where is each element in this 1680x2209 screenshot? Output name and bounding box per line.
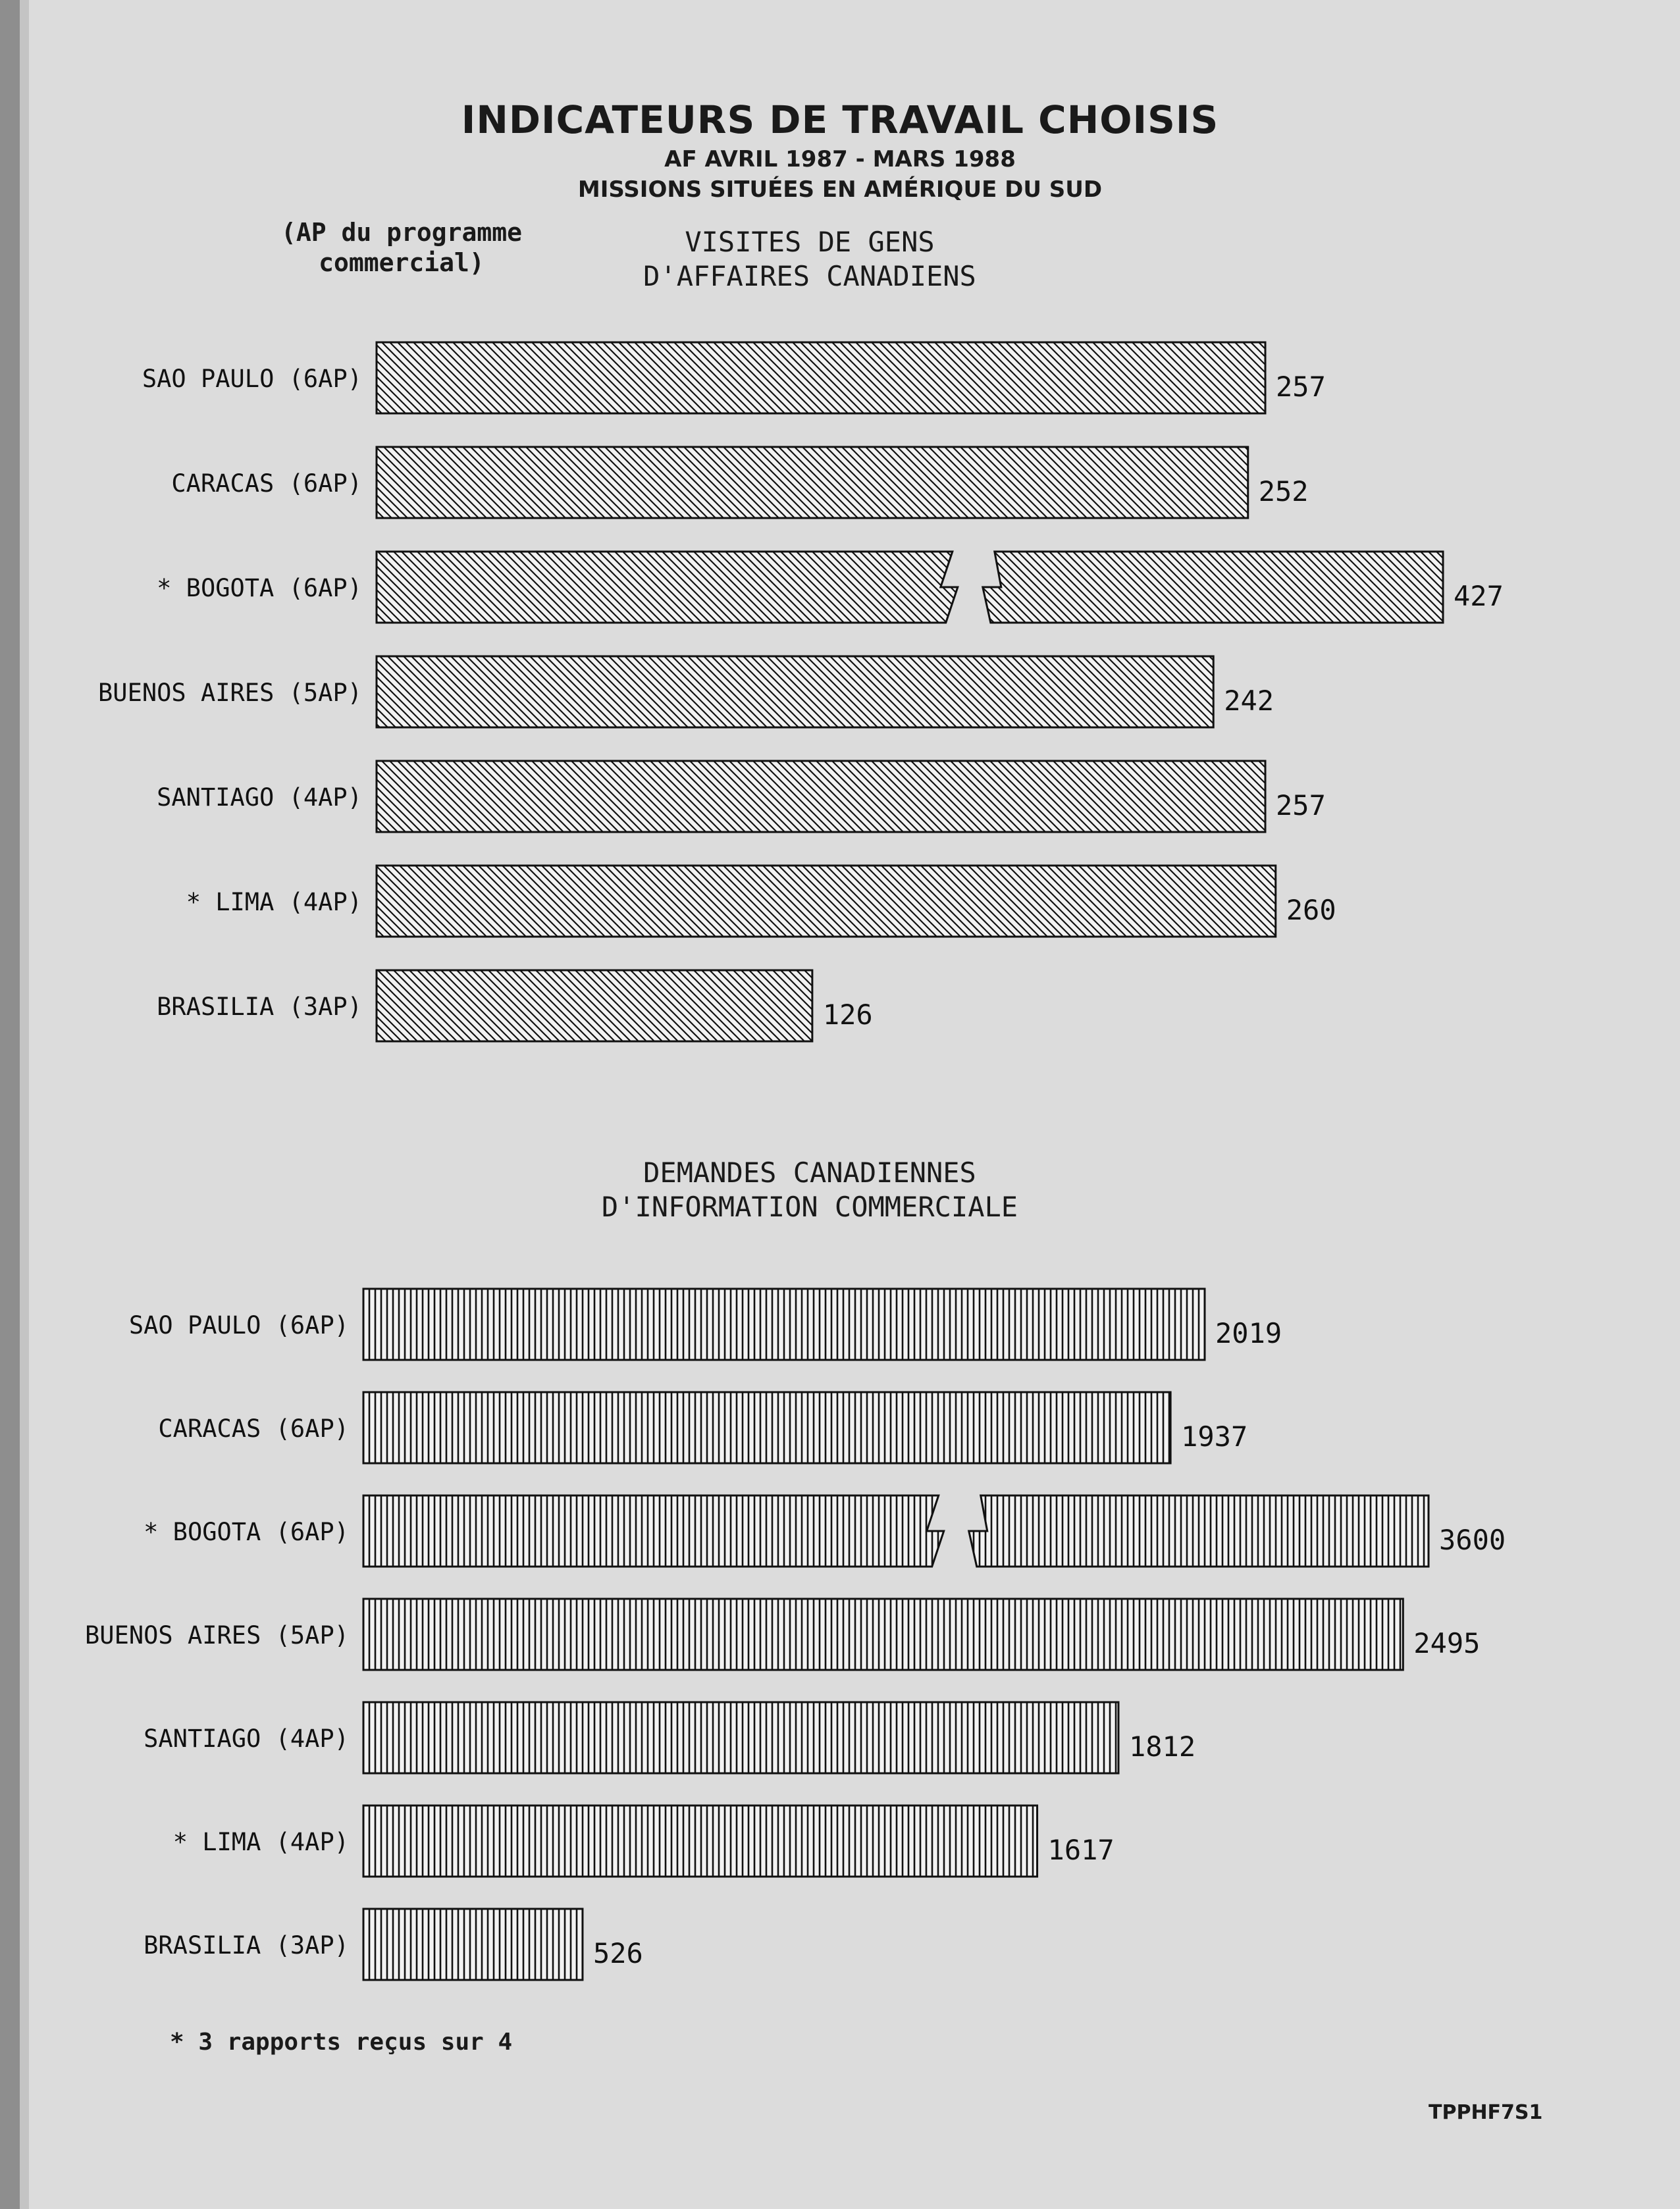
bar [363, 1599, 1403, 1670]
chart-2-group [85, 1289, 1506, 1980]
data-label: 126 [822, 999, 873, 1031]
page-title: INDICATEURS DE TRAVAIL CHOISIS [461, 97, 1219, 142]
category-label: SAO PAULO (6AP) [128, 1311, 349, 1339]
category-label: * BOGOTA (6AP) [144, 1518, 349, 1546]
category-label: SANTIAGO (4AP) [144, 1725, 349, 1753]
ap-note: (AP du programme commercial) [280, 218, 523, 277]
category-label: BUENOS AIRES (5AP) [85, 1621, 349, 1650]
data-label: 3600 [1439, 1524, 1506, 1556]
data-label: 427 [1454, 580, 1504, 612]
bar [363, 1392, 1170, 1463]
category-label: * LIMA (4AP) [172, 1828, 349, 1856]
bar [377, 656, 1213, 727]
period-subtitle: AF AVRIL 1987 - MARS 1988 [664, 146, 1016, 172]
bar [377, 866, 1276, 937]
bar [363, 1909, 583, 1980]
scope-subtitle: MISSIONS SITUÉES EN AMÉRIQUE DU SUD [577, 176, 1103, 203]
bar-broken-right [983, 552, 1443, 623]
bar-broken-left [377, 552, 958, 623]
bar-broken-left [363, 1495, 944, 1567]
category-label: BRASILIA (3AP) [157, 993, 362, 1021]
data-label: 257 [1276, 371, 1326, 403]
footnote: * 3 rapports reçus sur 4 [170, 2029, 513, 2056]
data-label: 260 [1286, 894, 1336, 926]
data-label: 526 [592, 1937, 643, 1969]
category-label: * BOGOTA (6AP) [157, 574, 362, 602]
category-label: CARACAS (6AP) [171, 469, 362, 498]
data-label: 257 [1276, 789, 1326, 821]
bar [377, 761, 1265, 832]
category-label: CARACAS (6AP) [158, 1415, 349, 1443]
bar-broken-right [969, 1495, 1429, 1567]
bar [377, 342, 1265, 413]
category-label: SANTIAGO (4AP) [157, 783, 362, 812]
data-label: 2019 [1215, 1317, 1282, 1349]
bar [377, 970, 812, 1041]
bar [363, 1806, 1037, 1877]
data-label: 1937 [1181, 1420, 1248, 1453]
data-label: 1617 [1047, 1834, 1115, 1866]
data-label: 1812 [1128, 1730, 1196, 1763]
chart-2-title: DEMANDES CANADIENNES D'INFORMATION COMMERCIALE [601, 1156, 1018, 1223]
data-label: 2495 [1413, 1627, 1481, 1659]
category-label: * LIMA (4AP) [186, 888, 362, 916]
bar [363, 1702, 1118, 1773]
category-label: SAO PAULO (6AP) [142, 365, 362, 393]
chart-1-group [98, 342, 1504, 1041]
chart-1-title: VISITES DE GENS D'AFFAIRES CANADIENS [643, 226, 976, 292]
category-label: BRASILIA (3AP) [144, 1931, 349, 1960]
document-code: TPPHF7S1 [1429, 2101, 1543, 2124]
bar [377, 447, 1248, 518]
data-label: 242 [1224, 685, 1274, 717]
category-label: BUENOS AIRES (5AP) [98, 679, 362, 707]
data-label: 252 [1258, 475, 1309, 507]
bar [363, 1289, 1205, 1360]
